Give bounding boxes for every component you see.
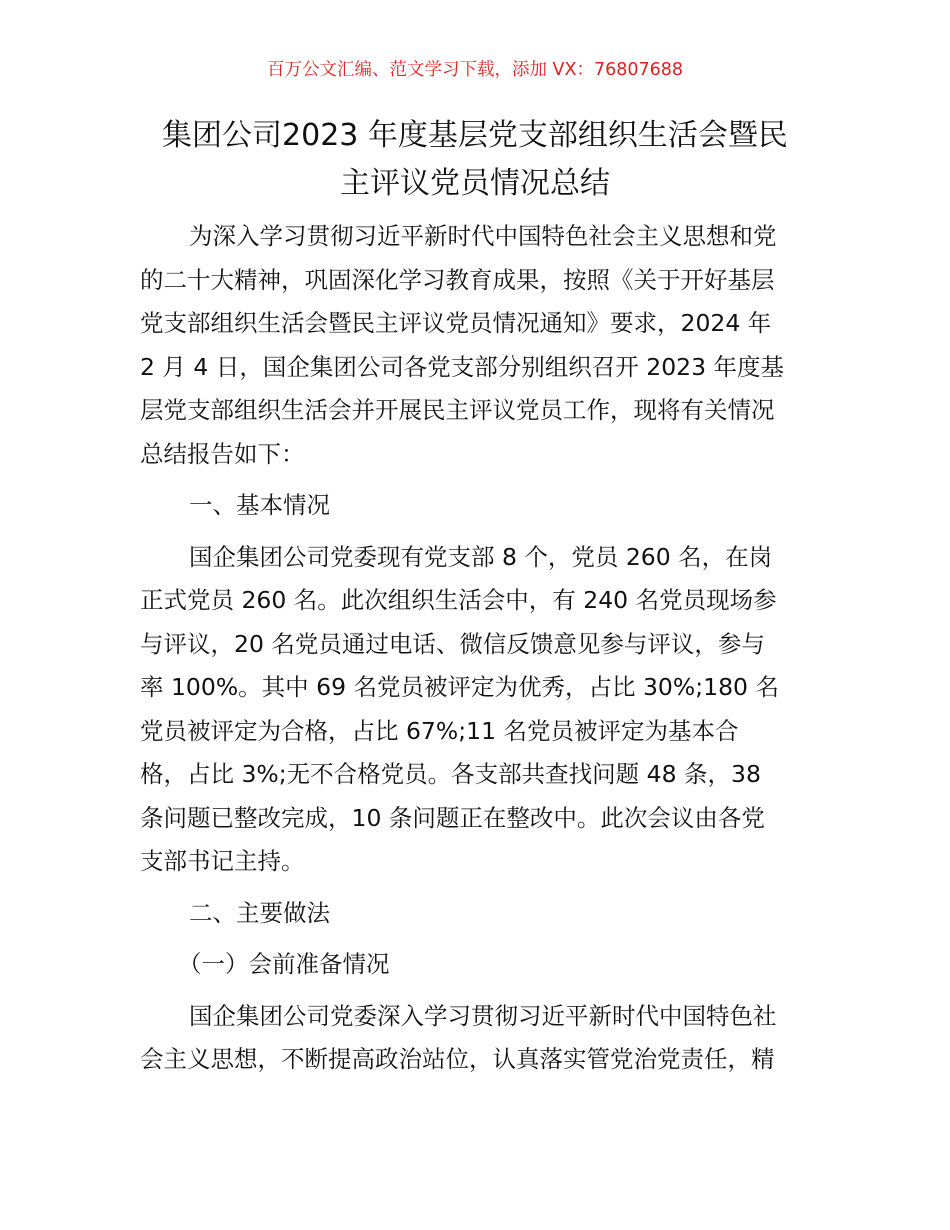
paragraph-line: 率 100%。其中 69 名党员被评定为优秀，占比 30%;180 名 — [140, 673, 779, 701]
paragraph-line: 条问题已整改完成，10 条问题正在整改中。此次会议由各党 — [140, 803, 765, 832]
intro-paragraph — [140, 215, 812, 476]
preparation-paragraph — [140, 995, 812, 1082]
paragraph-line: 国企集团公司党委现有党支部 8 个，党员 260 名，在岗 — [189, 542, 773, 571]
paragraph-line: 格，占比 3%;无不合格党员。各支部共查找问题 48 条，38 — [140, 760, 761, 788]
section-heading-main-practices: 二、主要做法 — [189, 898, 330, 927]
basic-situation-paragraph — [140, 536, 812, 884]
paragraph-line: 党支部组织生活会暨民主评议党员情况通知》要求，2024 年 — [140, 309, 772, 337]
document-title — [0, 112, 950, 208]
header-banner: 百万公文汇编、范文学习下载，添加 VX：76807688 — [266, 60, 684, 80]
spacer — [140, 935, 812, 943]
paragraph-line: 支部书记主持。 — [140, 847, 305, 875]
paragraph-line: 与评议，20 名党员通过电话、微信反馈意见参与评议，参与 — [140, 629, 765, 658]
paragraph-line: 正式党员 260 名。此次组织生活会中，有 240 名党员现场参 — [140, 586, 777, 614]
title-line-1: 集团公司2023 年度基层党支部组织生活会暨民 — [162, 118, 788, 153]
paragraph-line: 层党支部组织生活会并开展民主评议党员工作，现将有关情况 — [140, 396, 775, 424]
subsection-heading-preparation: （一）会前准备情况 — [178, 950, 390, 978]
spacer — [140, 528, 812, 536]
paragraph-line: 为深入学习贯彻习近平新时代中国特色社会主义思想和党 — [189, 222, 777, 250]
paragraph-line: 2 月 4 日，国企集团公司各党支部分别组织召开 2023 年度基 — [140, 352, 785, 381]
paragraph-line: 国企集团公司党委深入学习贯彻习近平新时代中国特色社 — [189, 1001, 777, 1030]
paragraph-line: 总结报告如下： — [140, 439, 305, 468]
section-heading-basic-situation: 一、基本情况 — [189, 491, 330, 519]
paragraph-line: 的二十大精神，巩固深化学习教育成果，按照《关于开好基层 — [140, 265, 775, 294]
document-body — [140, 215, 812, 1082]
paragraph-line: 党员被评定为合格，占比 67%;11 名党员被评定为基本合 — [140, 716, 739, 745]
spacer — [140, 884, 812, 892]
title-line-2: 主评议党员情况总结 — [340, 166, 610, 201]
paragraph-line: 会主义思想，不断提高政治站位，认真落实管党治党责任，精 — [140, 1045, 775, 1073]
spacer — [140, 476, 812, 484]
spacer — [140, 987, 812, 995]
